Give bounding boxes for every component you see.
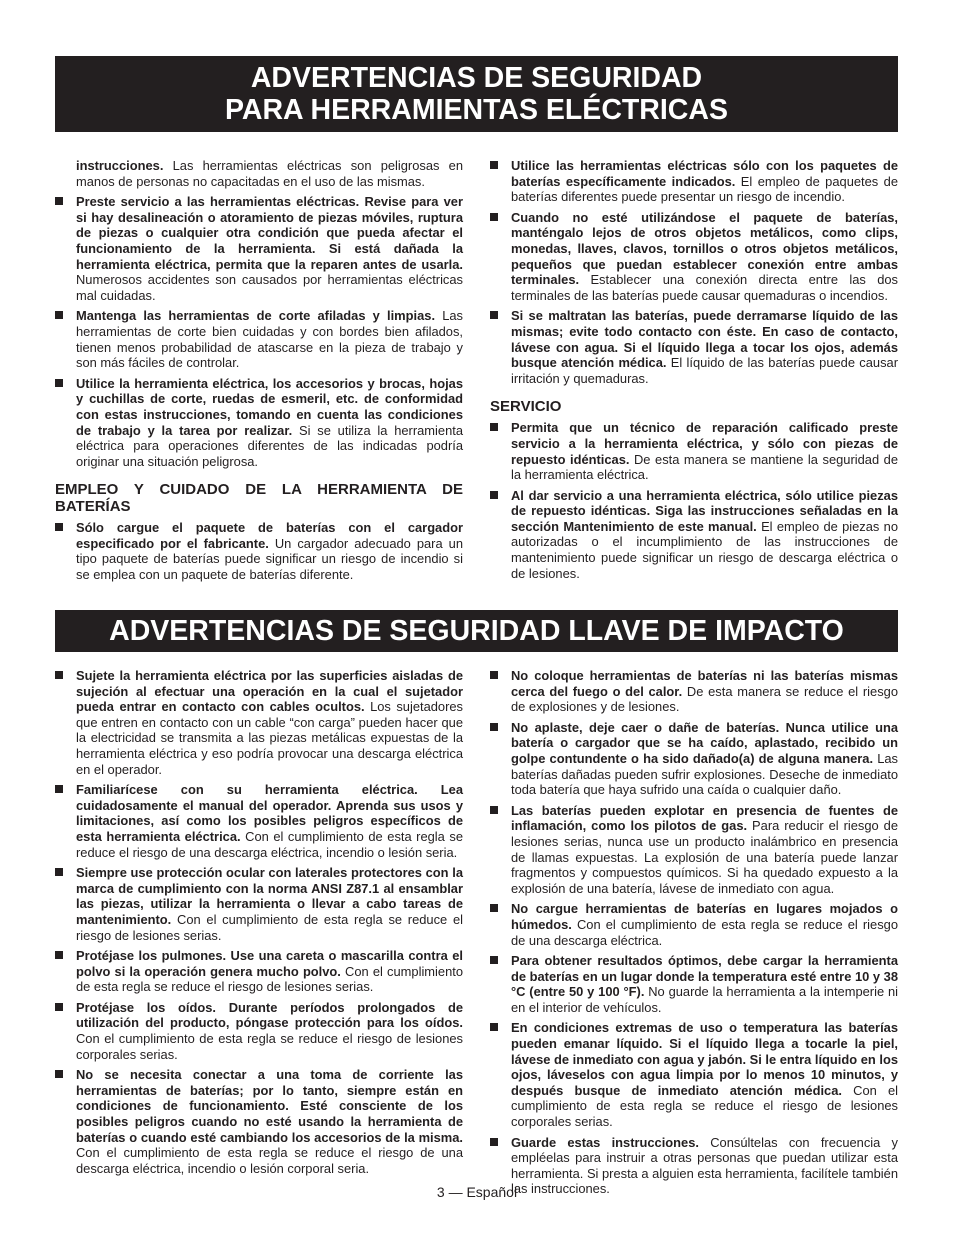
continued-paragraph [76, 158, 463, 189]
item-text: No guarde la herramienta a la intemperie ni en el interior de vehículos. [511, 984, 898, 1015]
item-bold: Utilice la herramienta eléctrica, los accesorios y brocas, hojas y cuchillas de corte, ruedas de esmeril, etc. de conformidad con estas instrucciones, tomando en cuenta las condiciones de trabajo y la tarea por realizar. [76, 375, 463, 438]
item-bold: Preste servicio a las herramientas eléctricas. Revise para ver si hay desalineación o atoramiento de piezas móviles, ruptura de piezas o cualquier otra condición que pueda afectar el funcionamiento de la herramienta. Si está dañada la herramienta eléctrica, permita que la reparen antes de usarla. [76, 194, 463, 272]
item-bold: Protéjase los pulmones. Use una careta o mascarilla contra el polvo si la operación genera mucho polvo. [76, 948, 463, 979]
list-item [76, 668, 463, 777]
item-text: Las baterías dañadas pueden sufrir explosiones. Deseche de inmediato toda batería que haya sufrido una caída o cualquier daño. [511, 750, 898, 798]
item-bold: No cargue herramientas de baterías en lugares mojados o húmedos. [511, 901, 898, 932]
bullet-icon [55, 523, 63, 531]
item-text: Para reducir el riesgo de lesiones serias, nunca use un producto inalámbrico en presencia de llamas expuestas. La explosión de una batería puede lanzar fragmentos y compuestos químicos. Si ha quedado expuesto a la explosión de una batería, lávese de inmediato con agua. [511, 818, 898, 896]
item-bold: Permita que un técnico de reparación calificado preste servicio a la herramienta eléctrica, y sólo con piezas de repuesto idénticas. [511, 420, 898, 467]
item-text: Con el cumplimiento de esta regla se reduce el riesgo de una descarga eléctrica, incendio o lesión seria. [76, 828, 463, 860]
list-item [76, 1067, 463, 1176]
item-text: Con el cumplimiento de esta regla se reduce el riesgo de una descarga eléctrica, incendio o lesión corporal seria. [76, 1145, 463, 1176]
list-item [76, 782, 463, 860]
list-item [511, 1020, 898, 1129]
section-banner-impact-wrench-safety: ADVERTENCIAS DE SEGURIDAD LLAVE DE IMPACTO [55, 610, 898, 652]
bullet-icon [55, 951, 63, 959]
bullet-icon [55, 379, 63, 387]
bullet-icon [490, 213, 498, 221]
bullet-icon [490, 956, 498, 964]
bullet-icon [55, 197, 63, 205]
item-bold: Las baterías pueden explotar en presencia de fuentes de inflamación, como los pilotos de gas. [511, 802, 898, 834]
list-item [76, 865, 463, 943]
item-text: Establecer una conexión directa entre las dos terminales de las baterías puede causar quemaduras o incendios. [511, 272, 898, 303]
item-text: Con el cumplimiento de esta regla se reduce el riesgo de lesiones corporales serias. [76, 1031, 463, 1062]
list-item [511, 210, 898, 304]
bullet-icon [490, 1138, 498, 1146]
bullet-icon [490, 311, 498, 319]
bullet-icon [55, 868, 63, 876]
bullet-icon [490, 806, 498, 814]
list-item [76, 520, 463, 582]
item-text: El líquido de las baterías puede causar irritación y quemaduras. [511, 355, 898, 386]
item-text: Con el cumplimiento de esta regla se reduce el riesgo de una descarga eléctrica. [511, 916, 898, 948]
section-heading-battery-care: EMPLEO Y CUIDADO DE LA HERRAMIENTA DE BATERÍAS [55, 481, 463, 516]
column-3 [55, 668, 463, 1181]
item-bold: Sujete la herramienta eléctrica por las superficies aisladas de sujeción al efectuar una operación en la cual el sujetador pueda entrar en contacto con cables ocultos. [76, 668, 463, 715]
list-item [76, 948, 463, 995]
item-text: De esta manera se mantiene la seguridad de la herramienta eléctrica. [511, 451, 898, 483]
item-text: Numerosos accidentes son causados por herramientas eléctricas mal cuidadas. [76, 272, 463, 303]
column-1 [55, 158, 463, 588]
bullet-icon [55, 311, 63, 319]
column-4 [490, 668, 898, 1202]
bullet-icon [490, 904, 498, 912]
item-bold: Protéjase los oídos. Durante períodos prolongados de utilización del producto, póngase protección para los oídos. [76, 999, 463, 1031]
list-item [511, 668, 898, 715]
bullet-icon [55, 671, 63, 679]
item-bold: Si se maltratan las baterías, puede derramarse líquido de las mismas; evite todo contacto con éste. En caso de contacto, lávese con agua. Si el líquido llega a tocar los ojos, además busque atención médica. [511, 308, 898, 371]
bullet-icon [55, 1070, 63, 1078]
list-item [511, 803, 898, 897]
list-item [511, 158, 898, 205]
item-text: Con el cumplimiento de esta regla se reduce el riesgo de lesiones corporales serias. [511, 1082, 898, 1130]
list-item [76, 308, 463, 370]
item-bold: No se necesita conectar a una toma de corriente las herramientas de baterías; por lo tanto, siempre están en condiciones de funcionamiento. Esté consciente de los posibles peligros cuando no esté usando la herramienta de baterías o cuando esté cambiando los accesorios de la misma. [76, 1067, 463, 1145]
item-text: El empleo de paquetes de baterías diferentes puede presentar un riesgo de incendio. [511, 173, 898, 205]
bullet-icon [490, 723, 498, 731]
bullet-icon [490, 1023, 498, 1031]
item-bold: No coloque herramientas de baterías ni las baterías mismas cerca del fuego o del calor. [511, 668, 898, 699]
list-item [511, 720, 898, 798]
item-bold: Mantenga las herramientas de corte afiladas y limpias. [76, 308, 436, 324]
banner-title-line-1: ADVERTENCIAS DE SEGURIDAD [250, 62, 703, 94]
item-bold: Guarde estas instrucciones. [511, 1134, 699, 1150]
bullet-icon [490, 491, 498, 499]
item-text: De esta manera se reduce el riesgo de explosiones y de lesiones. [511, 683, 898, 715]
item-bold: Cuando no esté utilizándose el paquete de baterías, manténgalo lejos de otros objetos metálicos, como clips, monedas, llaves, clavos, tornillos o otros objetos metálicos, pequeños que puedan establecer conexión entre ambas terminales. [511, 209, 898, 288]
list-item [511, 488, 898, 582]
item-bold: Al dar servicio a una herramienta eléctrica, sólo utilice piezas de repuesto idénticas. Siga las instrucciones señaladas en la sección Mantenimiento de este manual. [511, 487, 898, 534]
bullet-icon [490, 671, 498, 679]
item-text: El empleo de piezas no autorizadas o el incumplimiento de las instrucciones de mantenimiento puede significar un riesgo de descarga eléctrica o de lesiones. [511, 518, 898, 581]
item-bold: Siempre use protección ocular con laterales protectores con la marca de cumplimiento con la norma ANSI Z87.1 al ensamblar las piezas, utilizar la herramienta o llevar a cabo tareas de mantenimiento. [76, 865, 463, 927]
list-item [511, 420, 898, 482]
item-text: Si se utiliza la herramienta eléctrica para operaciones diferentes de las indicadas podría originar una situación peligrosa. [76, 422, 463, 469]
list-item [511, 953, 898, 1015]
bullet-icon [490, 423, 498, 431]
bullet-icon [55, 1003, 63, 1011]
item-text: Un cargador adecuado para un tipo paquete de baterías puede significar un riesgo de incendio si se emplea con un paquete de baterías diferente. [76, 535, 463, 583]
item-text: Las herramientas de corte bien cuidadas y con bordes bien afilados, tienen menos probabilidad de atascarse en la pieza de trabajo y son más fáciles de controlar. [76, 308, 463, 371]
column-2 [490, 158, 898, 586]
list-item [76, 1000, 463, 1062]
item-bold: Familiarícese con su herramienta eléctrica. Lea cuidadosamente el manual del operador. Aprenda sus usos y limitaciones, así como los posibles peligros específicos de esta herramienta eléctrica. [76, 782, 463, 844]
section-heading-service: SERVICIO [490, 398, 562, 416]
lead-bold: instrucciones. [76, 158, 164, 173]
bullet-icon [55, 785, 63, 793]
item-bold: Utilice las herramientas eléctricas sólo con los paquetes de baterías específicamente indicados. [511, 158, 898, 189]
item-bold: No aplaste, deje caer o dañe de baterías. Nunca utilice una batería o cargador que se ha caído, aplastado, recibido un golpe contundente o ha sido dañado(a) de alguna manera. [511, 719, 898, 766]
bullet-icon [490, 161, 498, 169]
item-bold: En condiciones extremas de uso o temperatura las baterías pueden emanar líquido. Si el líquido llega a tocarle la piel, lávese de inmediato con agua y jabón. Si le entra líquido en los ojos, láveselos con agua limpia por lo menos 10 minutos, y después busque de inmediato atención médica. [511, 1020, 898, 1098]
item-text: Con el cumplimiento de esta regla se reduce el riesgo de lesiones serias. [76, 963, 463, 995]
list-item [76, 194, 463, 303]
lead-text: Las herramientas eléctricas son peligrosas en manos de personas no capacitadas en el uso de las mismas. [76, 158, 463, 189]
item-bold: Sólo cargue el paquete de baterías con el cargador especificado por el fabricante. [76, 520, 463, 551]
page-footer: 3 — Español [436, 1184, 518, 1200]
banner-title-line-2: PARA HERRAMIENTAS ELÉCTRICAS [225, 94, 728, 126]
item-bold: Para obtener resultados óptimos, debe cargar la herramienta de baterías en un lugar donde la temperatura esté entre 10 y 38 °C (entre 50 y 100 °F). [511, 953, 898, 1000]
item-text: Consúltelas con frecuencia y empléelas para instruir a otras personas que puedan utilizar esta herramienta. Si presta a alguien esta herramienta, facilítele también las instrucciones. [511, 1134, 898, 1197]
list-item [76, 376, 463, 470]
list-item [511, 901, 898, 948]
item-text: Los sujetadores que entren en contacto con un cable “con carga” pueden hacer que la electricidad se transmita a las piezas metálicas expuestas de la herramienta eléctrica y eso podría provocar una descarga eléctrica en el operador. [76, 699, 463, 777]
item-text: Con el cumplimiento de esta regla se reduce el riesgo de lesiones serias. [76, 911, 463, 943]
list-item [511, 308, 898, 386]
section-banner-power-tool-safety [55, 56, 898, 132]
